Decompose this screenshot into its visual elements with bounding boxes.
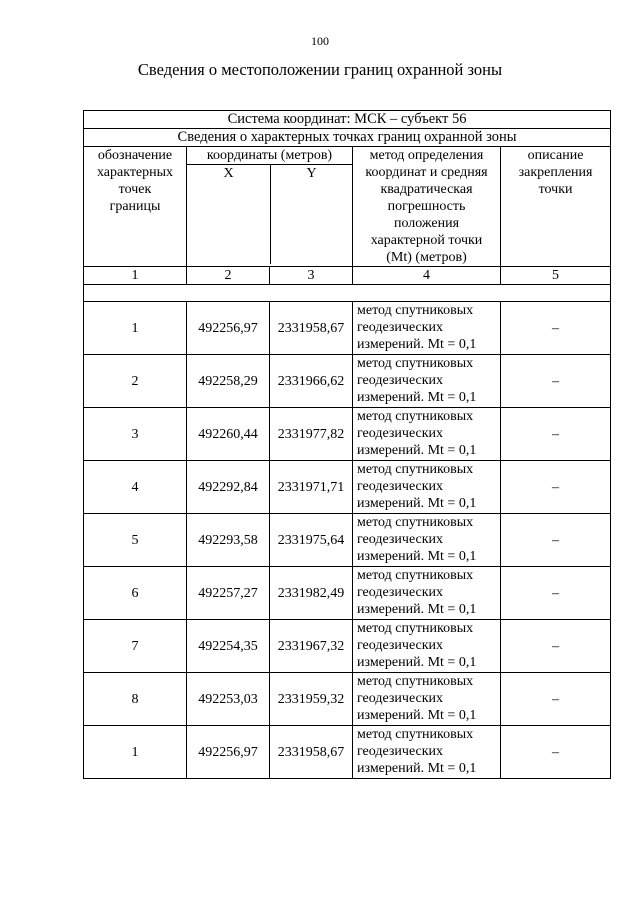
method-line: геодезических xyxy=(357,638,444,653)
header-method-line: координат и средняя xyxy=(365,165,488,180)
method-line: метод спутниковых xyxy=(357,462,474,477)
point-number-cell: 4 xyxy=(84,461,187,514)
method-line: геодезических xyxy=(357,320,444,335)
table-row xyxy=(84,726,611,779)
table-row xyxy=(84,673,611,726)
header-coordinates-label: координаты (метров) xyxy=(187,147,352,165)
fixing-cell: – xyxy=(501,620,611,673)
method-line: метод спутниковых xyxy=(357,356,474,371)
header-method-line: положения xyxy=(393,216,460,231)
method-line: метод спутниковых xyxy=(357,409,474,424)
x-coordinate-cell: 492256,97 xyxy=(187,302,270,355)
y-coordinate-cell: 2331982,49 xyxy=(270,567,353,620)
header-y: Y xyxy=(306,166,317,181)
method-line: измерений. Mt = 0,1 xyxy=(357,496,477,511)
x-coordinate-cell: 492260,44 xyxy=(187,408,270,461)
column-number: 5 xyxy=(501,267,611,285)
header-fixing-line: точки xyxy=(538,182,573,197)
point-number-cell: 5 xyxy=(84,514,187,567)
fixing-cell: – xyxy=(501,673,611,726)
fixing-cell: – xyxy=(501,355,611,408)
y-coordinate-cell: 2331966,62 xyxy=(270,355,353,408)
method-cell xyxy=(353,567,501,620)
x-coordinate-cell: 492292,84 xyxy=(187,461,270,514)
column-number: 3 xyxy=(270,267,353,285)
table-row xyxy=(84,567,611,620)
method-line: геодезических xyxy=(357,426,444,441)
method-cell xyxy=(353,726,501,779)
page-number: 100 xyxy=(311,34,329,48)
header-point-line: границы xyxy=(109,199,161,214)
points-info-header: Сведения о характерных точках границ охранной зоны xyxy=(84,129,611,147)
method-line: метод спутниковых xyxy=(357,303,474,318)
header-method-line: квадратическая xyxy=(380,182,473,197)
method-line: геодезических xyxy=(357,691,444,706)
empty-cell xyxy=(84,285,611,302)
fixing-cell: – xyxy=(501,408,611,461)
x-coordinate-cell: 492253,03 xyxy=(187,673,270,726)
method-line: метод спутниковых xyxy=(357,727,474,742)
method-cell xyxy=(353,408,501,461)
column-number: 1 xyxy=(84,267,187,285)
y-coordinate-cell: 2331975,64 xyxy=(270,514,353,567)
header-point-line: характерных xyxy=(96,165,174,180)
method-line: измерений. Mt = 0,1 xyxy=(357,708,477,723)
header-method xyxy=(353,147,501,267)
method-line: метод спутниковых xyxy=(357,515,474,530)
method-line: измерений. Mt = 0,1 xyxy=(357,443,477,458)
header-method-line: погрешность xyxy=(387,199,466,214)
header-method-line: метод определения xyxy=(369,148,484,163)
fixing-cell: – xyxy=(501,726,611,779)
fixing-cell: – xyxy=(501,302,611,355)
method-cell xyxy=(353,355,501,408)
x-coordinate-cell: 492254,35 xyxy=(187,620,270,673)
method-line: метод спутниковых xyxy=(357,568,474,583)
column-number: 2 xyxy=(187,267,270,285)
x-coordinate-cell: 492293,58 xyxy=(187,514,270,567)
method-line: измерений. Mt = 0,1 xyxy=(357,390,477,405)
method-line: геодезических xyxy=(357,744,444,759)
header-x: X xyxy=(187,165,271,264)
method-cell xyxy=(353,302,501,355)
method-line: измерений. Mt = 0,1 xyxy=(357,655,477,670)
column-headers-row xyxy=(84,147,611,267)
header-fixing xyxy=(501,147,611,267)
method-line: метод спутниковых xyxy=(357,674,474,689)
header-method-line: (Mt) (метров) xyxy=(386,250,467,265)
table-row xyxy=(84,408,611,461)
column-number: 4 xyxy=(353,267,501,285)
coordinate-system-header: Система координат: МСК – субъект 56 xyxy=(84,111,611,129)
method-line: геодезических xyxy=(357,585,444,600)
method-cell xyxy=(353,514,501,567)
y-coordinate-cell: 2331977,82 xyxy=(270,408,353,461)
point-number-cell: 3 xyxy=(84,408,187,461)
table-row xyxy=(84,514,611,567)
header-point-line: точек xyxy=(118,182,152,197)
point-number-cell: 1 xyxy=(84,726,187,779)
y-coordinate-cell: 2331959,32 xyxy=(270,673,353,726)
method-line: геодезических xyxy=(357,532,444,547)
method-line: геодезических xyxy=(357,479,444,494)
fixing-cell: – xyxy=(501,514,611,567)
column-numbers-row xyxy=(84,267,611,285)
method-line: измерений. Mt = 0,1 xyxy=(357,549,477,564)
header-method-line: характерной точки xyxy=(370,233,483,248)
table-row xyxy=(84,302,611,355)
table-row xyxy=(84,355,611,408)
y-coordinate-cell: 2331967,32 xyxy=(270,620,353,673)
method-line: геодезических xyxy=(357,373,444,388)
method-line: метод спутниковых xyxy=(357,621,474,636)
header-fixing-line: закрепления xyxy=(518,165,593,180)
point-number-cell: 8 xyxy=(84,673,187,726)
fixing-cell: – xyxy=(501,461,611,514)
method-cell xyxy=(353,461,501,514)
point-number-cell: 7 xyxy=(84,620,187,673)
table-row xyxy=(84,620,611,673)
header-point-designation xyxy=(84,147,187,267)
header-fixing-line: описание xyxy=(527,148,584,163)
y-coordinate-cell: 2331958,67 xyxy=(270,302,353,355)
method-line: измерений. Mt = 0,1 xyxy=(357,337,477,352)
x-coordinate-cell: 492257,27 xyxy=(187,567,270,620)
table-row xyxy=(84,461,611,514)
point-number-cell: 1 xyxy=(84,302,187,355)
coordinates-table xyxy=(83,110,611,779)
method-cell xyxy=(353,673,501,726)
x-coordinate-cell: 492258,29 xyxy=(187,355,270,408)
method-cell xyxy=(353,620,501,673)
fixing-cell: – xyxy=(501,567,611,620)
point-number-cell: 2 xyxy=(84,355,187,408)
header-coordinates xyxy=(187,147,353,267)
y-coordinate-cell: 2331971,71 xyxy=(270,461,353,514)
y-coordinate-cell: 2331958,67 xyxy=(270,726,353,779)
point-number-cell: 6 xyxy=(84,567,187,620)
method-line: измерений. Mt = 0,1 xyxy=(357,761,477,776)
empty-row xyxy=(84,285,611,302)
x-coordinate-cell: 492256,97 xyxy=(187,726,270,779)
header-point-line: обозначение xyxy=(97,148,173,163)
method-line: измерений. Mt = 0,1 xyxy=(357,602,477,617)
document-title: Сведения о местоположении границ охранной зоны xyxy=(137,60,503,79)
